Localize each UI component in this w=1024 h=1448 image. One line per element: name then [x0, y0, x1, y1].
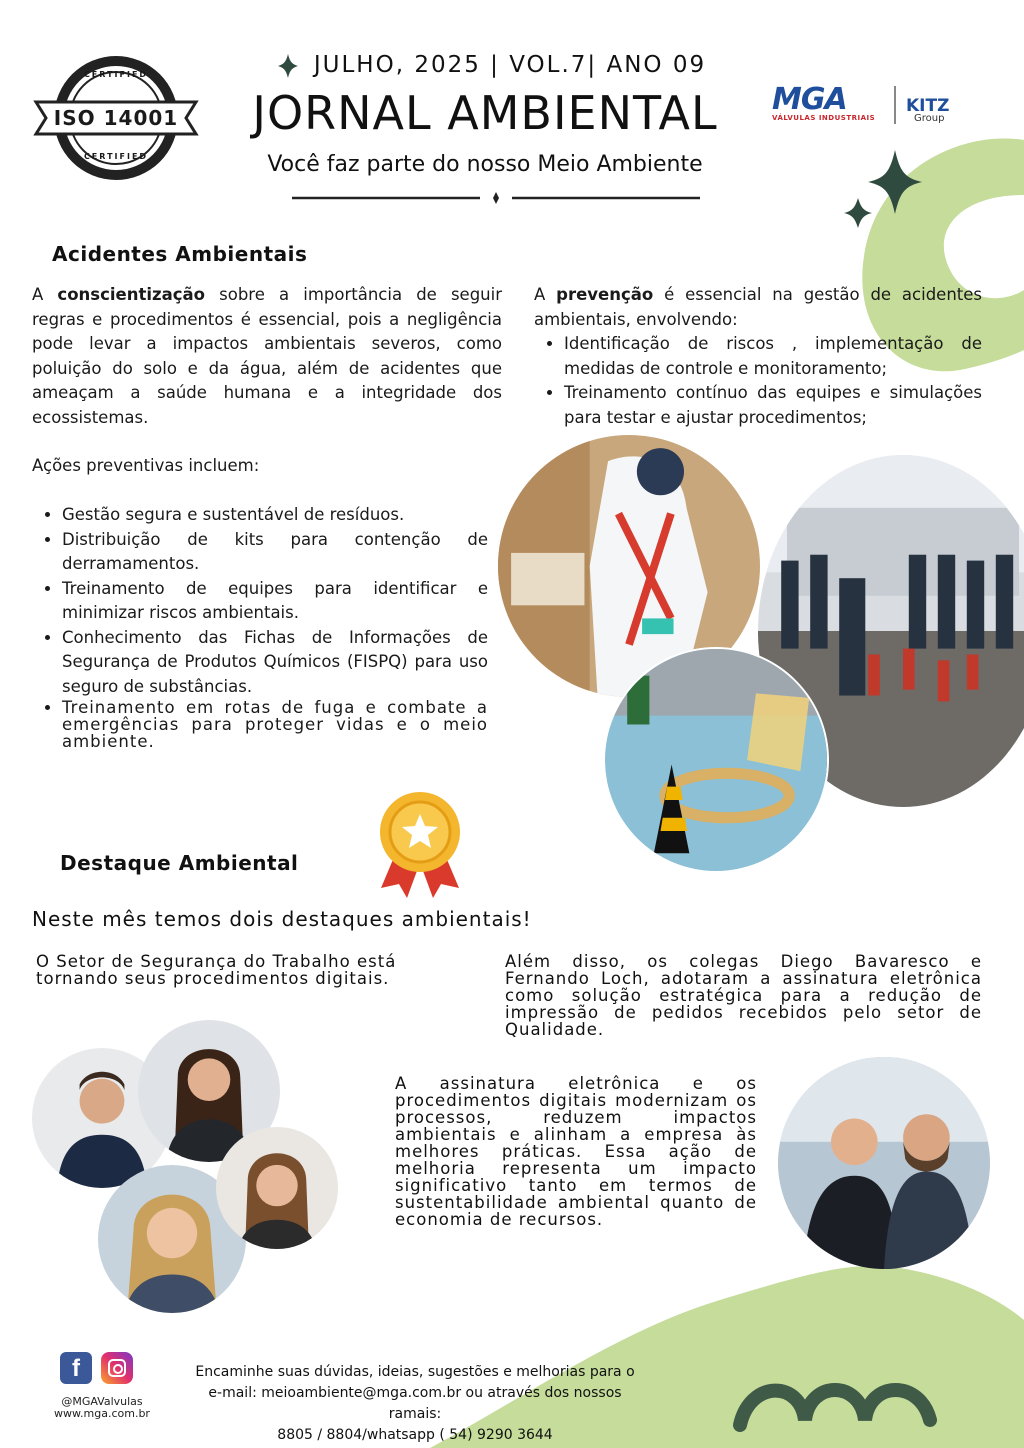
intro-post: sobre a importância de seguir regras e procedimentos é essencial, pois a negligência pode levar a impactos ambientais severos, como poluição do solo e da água, além de acidentes que ameaçam a saúde humana e a integridade dos ecossistemas.	[32, 285, 502, 427]
photo-spill-containment	[603, 647, 829, 873]
intro-pre: A	[32, 285, 58, 304]
list-item: • Gestão segura e sustentável de resíduos.	[62, 503, 488, 528]
list-item: • Identificação de riscos , implementação de medidas de controle e monitoramento;	[564, 332, 982, 381]
badge-main-text: ISO 14001	[53, 106, 179, 130]
section-heading-acidentes: Acidentes Ambientais	[52, 242, 308, 266]
intro-paragraph	[32, 283, 502, 430]
list-item: • Conhecimento das Fichas de Informações de Segurança de Produtos Químicos (FISPQ) para uso seguro de substâncias.	[62, 626, 488, 700]
destaque-intro: Neste mês temos dois destaques ambientais!	[32, 907, 532, 931]
footer-line-3: 8805 / 8804/whatsapp ( 54) 9290 3644	[277, 1427, 553, 1443]
mga-logo-sub: VÁLVULAS INDUSTRIAIS	[772, 114, 876, 122]
list-item: • Treinamento contínuo das equipes e simulações para testar e ajustar procedimentos;	[564, 381, 982, 430]
page-title: JORNAL AMBIENTAL	[252, 86, 718, 140]
actions-list	[32, 503, 488, 750]
award-ribbon-icon	[375, 788, 465, 900]
logo-separator	[894, 86, 896, 124]
list-item: • Treinamento de equipes para identificar e minimizar riscos ambientais.	[62, 577, 488, 626]
intro-bold: conscientização	[57, 285, 206, 304]
prevention-paragraph	[534, 283, 982, 332]
page-subtitle: Você faz parte do nosso Meio Ambiente	[267, 152, 703, 177]
kitz-logo	[906, 98, 966, 124]
header-divider	[292, 197, 700, 200]
badge-top-text: CERTIFIED	[83, 70, 149, 79]
website-link[interactable]: www.mga.com.br	[54, 1407, 150, 1420]
prev-bold: prevenção	[556, 285, 654, 304]
seguranca-paragraph: O Setor de Segurança do Trabalho está tornando seus procedimentos digitais.	[36, 952, 397, 988]
footer-line-1: Encaminhe suas dúvidas, ideias, sugestões e melhorias para o	[195, 1364, 635, 1380]
social-handle: @MGAValvulas	[61, 1395, 143, 1408]
prev-post: é essencial na gestão de acidentes ambientais, envolvendo:	[534, 285, 982, 329]
section-heading-destaque: Destaque Ambiental	[60, 851, 299, 875]
mga-logo	[772, 82, 890, 126]
kitz-logo-text: KITZ	[906, 96, 950, 116]
photo-diego-fernando	[778, 1057, 990, 1269]
badge-bottom-text: CERTIFIED	[83, 152, 149, 161]
list-item: • Treinamento em rotas de fuga e combate a emergências para proteger vidas e o meio ambiente.	[62, 699, 488, 750]
assinatura-paragraph: Além disso, os colegas Diego Bavaresco e Fernando Loch, adotaram a assinatura eletrônica como solução estratégica para a redução de impressão de pedidos recebidos pelo setor de Qualidade.	[505, 952, 982, 1039]
list-item: • Distribuição de kits para contenção de derramamentos.	[62, 528, 488, 577]
footer-line-2: e-mail: meioambiente@mga.com.br ou através dos nossos ramais:	[208, 1385, 622, 1422]
instagram-icon[interactable]	[101, 1352, 133, 1384]
actions-intro: Ações preventivas incluem:	[32, 456, 260, 475]
issue-line: JULHO, 2025 | VOL.7| ANO 09	[313, 52, 707, 78]
kitz-logo-sub: Group	[914, 113, 945, 124]
prevention-list	[534, 332, 982, 430]
impacto-paragraph: A assinatura eletrônica e os procedimentos digitais modernizam os processos, reduzem impactos ambientais e alinham a empresa às melhores práticas. Essa ação de melhoria representa um impacto significativo tanto em termos de sustentabilidade ambiental quanto de economia de recursos.	[395, 1074, 757, 1229]
prev-pre: A	[534, 285, 557, 304]
mga-logo-text: MGA	[772, 82, 847, 117]
footer-contact	[180, 1362, 650, 1446]
facebook-icon[interactable]: f	[60, 1352, 92, 1384]
photo-person-4	[216, 1127, 338, 1249]
iso-14001-badge	[32, 52, 200, 184]
